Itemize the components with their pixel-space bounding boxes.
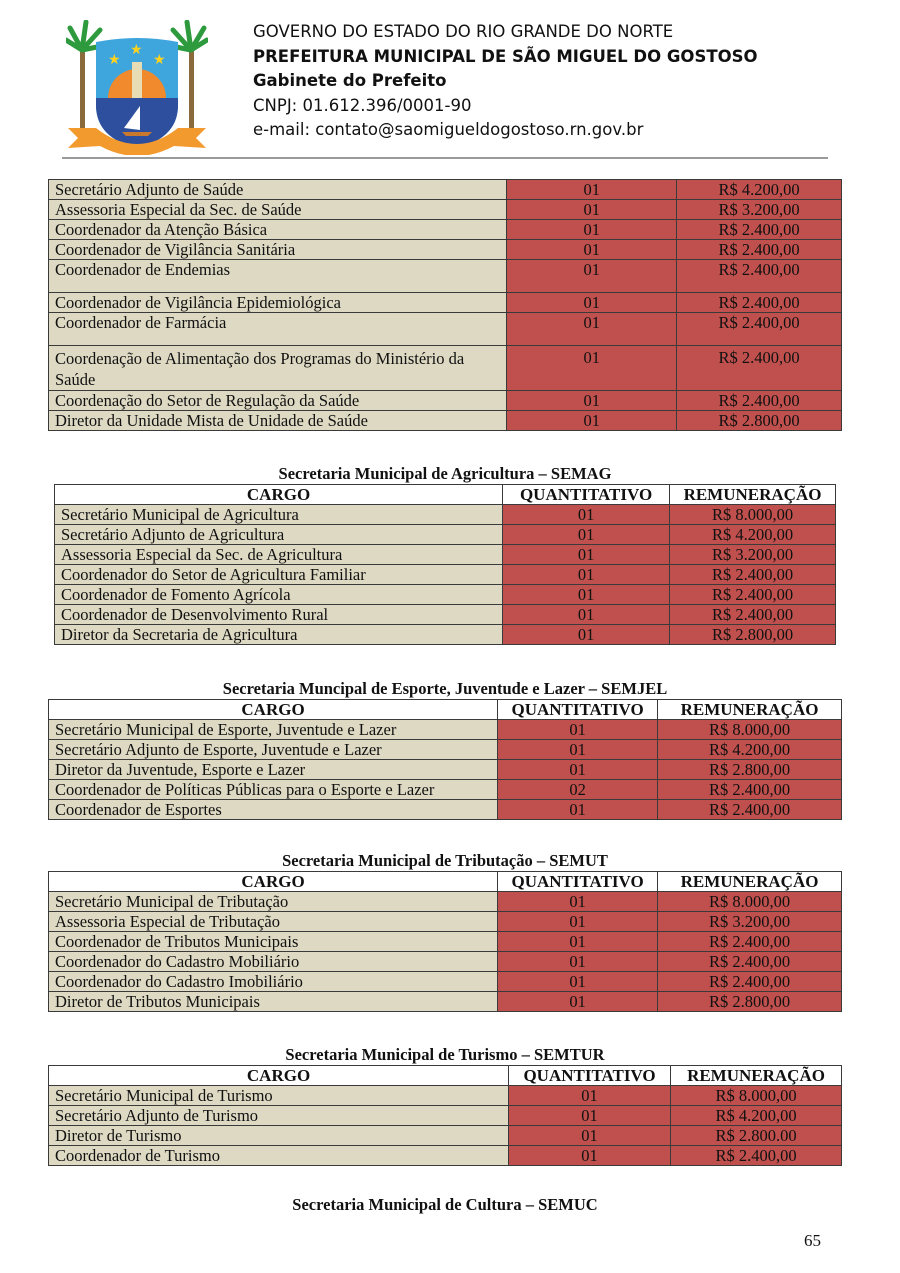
cargo-cell: Coordenador do Cadastro Mobiliário: [49, 952, 498, 972]
email: e-mail: contato@saomigueldogostoso.rn.gov.br: [253, 120, 644, 139]
cargo-cell: Coordenador de Desenvolvimento Rural: [55, 605, 503, 625]
cargo-cell: Secretário Municipal de Agricultura: [55, 505, 503, 525]
table-row: [49, 952, 842, 972]
semut-positions-table: [48, 871, 842, 1012]
salary-cell: R$ 8.000,00: [658, 720, 842, 740]
table-header-row: [49, 700, 842, 720]
salary-cell: R$ 3.200,00: [670, 545, 836, 565]
quantity-cell: 01: [498, 800, 658, 820]
table-row: [49, 411, 842, 431]
salary-cell: R$ 4.200,00: [677, 180, 842, 200]
cargo-cell: Coordenador de Vigilância Epidemiológica: [49, 293, 507, 313]
table-row: [55, 505, 836, 525]
salary-cell: R$ 2.400,00: [658, 952, 842, 972]
table-header-row: [49, 872, 842, 892]
table-row: [49, 260, 842, 293]
table-row: [49, 200, 842, 220]
quantity-cell: 01: [509, 1126, 671, 1146]
quantity-cell: 01: [503, 525, 670, 545]
cargo-cell: Coordenador da Atenção Básica: [49, 220, 507, 240]
quantity-cell: 01: [507, 411, 677, 431]
cargo-cell: Coordenador de Esportes: [49, 800, 498, 820]
salary-cell: R$ 8.000,00: [670, 505, 836, 525]
table-row: [49, 180, 842, 200]
cnpj: CNPJ: 01.612.396/0001-90: [253, 95, 472, 115]
column-header-remuneracao: REMUNERAÇÃO: [658, 700, 842, 720]
salary-cell: R$ 4.200,00: [671, 1106, 842, 1126]
column-header-quantitativo: QUANTITATIVO: [503, 485, 670, 505]
quantity-cell: 01: [503, 605, 670, 625]
quantity-cell: 01: [507, 346, 677, 391]
semag-positions-table: [54, 484, 836, 645]
office-name: Gabinete do Prefeito: [253, 71, 447, 90]
salary-cell: R$ 2.400,00: [658, 800, 842, 820]
cargo-cell: Coordenador de Vigilância Sanitária: [49, 240, 507, 260]
section-title-semag: Secretaria Municipal de Agricultura – SEMAG: [278, 464, 612, 483]
salary-cell: R$ 8.000,00: [658, 892, 842, 912]
saude-positions-table: [48, 179, 842, 431]
quantity-cell: 01: [503, 585, 670, 605]
table-row: [55, 585, 836, 605]
salary-cell: R$ 3.200,00: [658, 912, 842, 932]
cargo-cell: Assessoria Especial de Tributação: [49, 912, 498, 932]
quantity-cell: 01: [507, 391, 677, 411]
quantity-cell: 01: [498, 992, 658, 1012]
section-title-semuc: Secretaria Municipal de Cultura – SEMUC: [292, 1195, 598, 1214]
svg-text:★: ★: [130, 42, 143, 58]
cargo-cell: Diretor de Tributos Municipais: [49, 992, 498, 1012]
table-row: [49, 240, 842, 260]
column-header-remuneracao: REMUNERAÇÃO: [670, 485, 836, 505]
table-row: [49, 1106, 842, 1126]
salary-cell: R$ 2.400,00: [671, 1146, 842, 1166]
salary-cell: R$ 2.400,00: [658, 972, 842, 992]
salary-cell: R$ 2.400,00: [677, 391, 842, 411]
cargo-cell: Secretário Adjunto de Esporte, Juventude e Lazer: [49, 740, 498, 760]
cargo-cell: Coordenador de Farmácia: [49, 313, 507, 346]
salary-cell: R$ 2.400,00: [677, 313, 842, 346]
table-row: [49, 1086, 842, 1106]
table-row: [49, 391, 842, 411]
table-row: [49, 932, 842, 952]
salary-cell: R$ 2.400,00: [670, 605, 836, 625]
quantity-cell: 01: [509, 1146, 671, 1166]
salary-cell: R$ 2.400,00: [658, 780, 842, 800]
cargo-cell: Coordenador de Fomento Agrícola: [55, 585, 503, 605]
letterhead: [0, 0, 900, 160]
salary-cell: R$ 2.800,00: [658, 992, 842, 1012]
cargo-cell: Assessoria Especial da Sec. de Saúde: [49, 200, 507, 220]
cargo-cell: Coordenador de Tributos Municipais: [49, 932, 498, 952]
cargo-cell: Secretário Municipal de Turismo: [49, 1086, 509, 1106]
cargo-cell: Coordenador do Cadastro Imobiliário: [49, 972, 498, 992]
cargo-cell: Coordenação de Alimentação dos Programas do Ministério da Saúde: [49, 346, 507, 391]
salary-cell: R$ 4.200,00: [670, 525, 836, 545]
column-header-remuneracao: REMUNERAÇÃO: [658, 872, 842, 892]
quantity-cell: 02: [498, 780, 658, 800]
table-row: [49, 912, 842, 932]
quantity-cell: 01: [507, 240, 677, 260]
salary-cell: R$ 2.800,00: [670, 625, 836, 645]
cargo-cell: Coordenador de Endemias: [49, 260, 507, 293]
cargo-cell: Secretário Adjunto de Saúde: [49, 180, 507, 200]
salary-cell: R$ 2.800,00: [658, 760, 842, 780]
salary-cell: R$ 2.400,00: [677, 346, 842, 391]
column-header-cargo: CARGO: [49, 1066, 509, 1086]
cargo-cell: Diretor da Juventude, Esporte e Lazer: [49, 760, 498, 780]
salary-cell: R$ 2.400,00: [677, 293, 842, 313]
column-header-cargo: CARGO: [49, 872, 498, 892]
table-row: [49, 740, 842, 760]
salary-cell: R$ 2.800.00: [671, 1126, 842, 1146]
quantity-cell: 01: [503, 505, 670, 525]
table-row: [49, 760, 842, 780]
table-row: [49, 1146, 842, 1166]
quantity-cell: 01: [507, 260, 677, 293]
table-row: [49, 313, 842, 346]
prefecture-name: PREFEITURA MUNICIPAL DE SÃO MIGUEL DO GOSTOSO: [253, 46, 758, 66]
svg-text:★: ★: [153, 52, 166, 68]
cargo-cell: Assessoria Especial da Sec. de Agricultura: [55, 545, 503, 565]
table-row: [49, 346, 842, 391]
table-row: [49, 780, 842, 800]
table-row: [49, 992, 842, 1012]
salary-cell: R$ 2.400,00: [670, 565, 836, 585]
section-title-semut: Secretaria Municipal de Tributação – SEMUT: [282, 851, 608, 870]
cargo-cell: Secretário Municipal de Tributação: [49, 892, 498, 912]
cargo-cell: Diretor da Unidade Mista de Unidade de Saúde: [49, 411, 507, 431]
header-divider: [62, 157, 828, 159]
column-header-remuneracao: REMUNERAÇÃO: [671, 1066, 842, 1086]
quantity-cell: 01: [503, 565, 670, 585]
cargo-cell: Diretor da Secretaria de Agricultura: [55, 625, 503, 645]
quantity-cell: 01: [507, 293, 677, 313]
quantity-cell: 01: [507, 200, 677, 220]
cargo-cell: Secretário Municipal de Esporte, Juventude e Lazer: [49, 720, 498, 740]
quantity-cell: 01: [507, 313, 677, 346]
salary-cell: R$ 2.400,00: [658, 932, 842, 952]
salary-cell: R$ 4.200,00: [658, 740, 842, 760]
table-row: [49, 1126, 842, 1146]
cargo-cell: Secretário Adjunto de Turismo: [49, 1106, 509, 1126]
quantity-cell: 01: [498, 952, 658, 972]
salary-cell: R$ 3.200,00: [677, 200, 842, 220]
quantity-cell: 01: [498, 932, 658, 952]
table-row: [49, 293, 842, 313]
cargo-cell: Coordenador de Turismo: [49, 1146, 509, 1166]
quantity-cell: 01: [498, 760, 658, 780]
table-header-row: [55, 485, 836, 505]
section-title-semjel: Secretaria Muncipal de Esporte, Juventude e Lazer – SEMJEL: [222, 679, 668, 698]
salary-cell: R$ 8.000,00: [671, 1086, 842, 1106]
state-government-line: GOVERNO DO ESTADO DO RIO GRANDE DO NORTE: [253, 22, 674, 41]
semtur-positions-table: [48, 1065, 842, 1166]
letterhead-text: [253, 20, 758, 143]
table-row: [55, 605, 836, 625]
table-row: [49, 892, 842, 912]
municipal-coat-of-arms-logo: [66, 20, 208, 155]
salary-cell: R$ 2.800,00: [677, 411, 842, 431]
quantity-cell: 01: [503, 545, 670, 565]
quantity-cell: 01: [498, 892, 658, 912]
cargo-cell: Coordenador do Setor de Agricultura Familiar: [55, 565, 503, 585]
quantity-cell: 01: [498, 740, 658, 760]
table-row: [55, 625, 836, 645]
table-row: [55, 565, 836, 585]
quantity-cell: 01: [503, 625, 670, 645]
semjel-positions-table: [48, 699, 842, 820]
table-row: [55, 545, 836, 565]
column-header-cargo: CARGO: [49, 700, 498, 720]
table-row: [49, 972, 842, 992]
quantity-cell: 01: [498, 912, 658, 932]
column-header-quantitativo: QUANTITATIVO: [498, 872, 658, 892]
quantity-cell: 01: [507, 220, 677, 240]
table-row: [49, 220, 842, 240]
table-row: [55, 525, 836, 545]
table-row: [49, 800, 842, 820]
salary-cell: R$ 2.400,00: [670, 585, 836, 605]
cargo-cell: Diretor de Turismo: [49, 1126, 509, 1146]
table-header-row: [49, 1066, 842, 1086]
column-header-quantitativo: QUANTITATIVO: [498, 700, 658, 720]
cargo-cell: Secretário Adjunto de Agricultura: [55, 525, 503, 545]
salary-cell: R$ 2.400,00: [677, 240, 842, 260]
svg-text:★: ★: [108, 52, 121, 68]
quantity-cell: 01: [509, 1106, 671, 1126]
section-title-semtur: Secretaria Municipal de Turismo – SEMTUR: [285, 1045, 605, 1064]
quantity-cell: 01: [498, 720, 658, 740]
table-row: [49, 720, 842, 740]
quantity-cell: 01: [507, 180, 677, 200]
page-number: 65: [804, 1231, 821, 1250]
quantity-cell: 01: [509, 1086, 671, 1106]
salary-cell: R$ 2.400,00: [677, 260, 842, 293]
quantity-cell: 01: [498, 972, 658, 992]
cargo-cell: Coordenador de Políticas Públicas para o Esporte e Lazer: [49, 780, 498, 800]
salary-cell: R$ 2.400,00: [677, 220, 842, 240]
column-header-cargo: CARGO: [55, 485, 503, 505]
cargo-cell: Coordenação do Setor de Regulação da Saúde: [49, 391, 507, 411]
column-header-quantitativo: QUANTITATIVO: [509, 1066, 671, 1086]
